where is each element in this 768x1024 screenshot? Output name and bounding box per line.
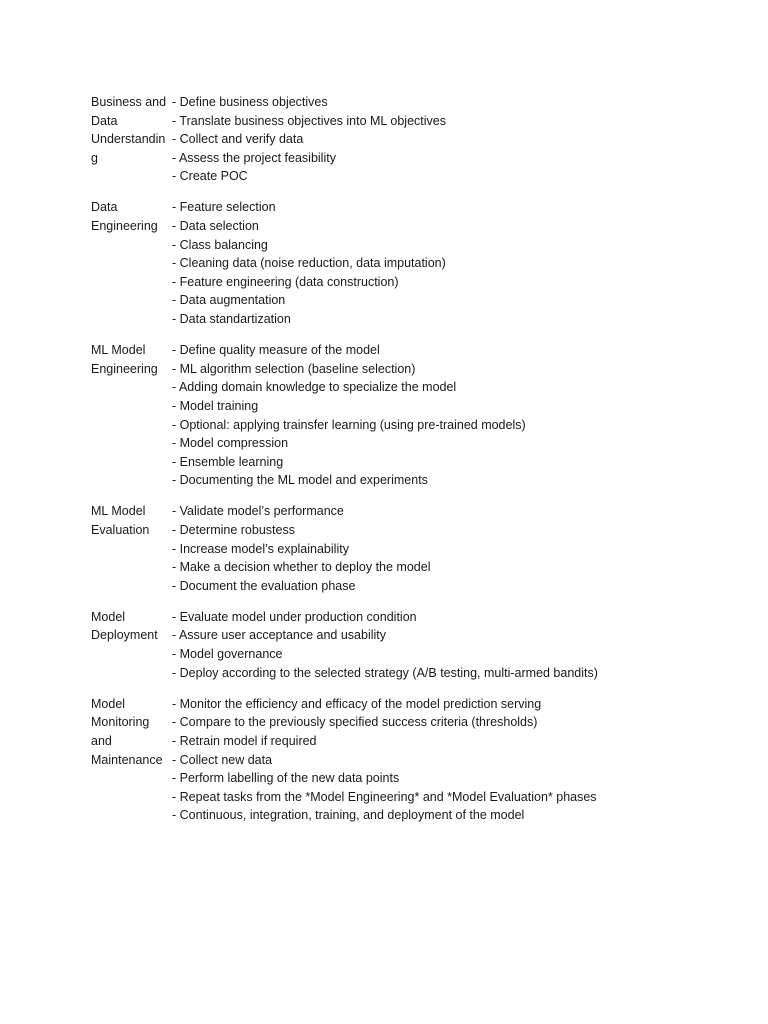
- task-item: - Retrain model if required: [172, 733, 317, 748]
- section-label-line: Evaluation: [91, 522, 150, 537]
- task-item: - Data standartization: [172, 312, 291, 327]
- task-list: [172, 341, 711, 490]
- task-list: [172, 93, 711, 186]
- task-item: - Class balancing: [172, 237, 268, 252]
- task-list: [172, 198, 711, 328]
- task-item: - Assure user acceptance and usability: [172, 628, 387, 643]
- section-label: [91, 93, 172, 167]
- task-item: - Increase model’s explainability: [172, 541, 349, 556]
- section-label-line: ML Model: [91, 504, 146, 519]
- task-item: - Optional: applying trainsfer learning (using pre-trained models): [172, 417, 526, 432]
- section-label-line: Maintenance: [91, 752, 163, 767]
- task-item: - Make a decision whether to deploy the model: [172, 560, 431, 575]
- section-label-line: Model: [91, 696, 126, 711]
- task-item: - Model governance: [172, 647, 283, 662]
- section-label: [91, 502, 172, 539]
- section-label-line: Monitoring: [91, 715, 150, 730]
- section-ml-model-engineering: [91, 341, 711, 490]
- task-item: - ML algorithm selection (baseline selection): [172, 361, 416, 376]
- section-label: [91, 695, 172, 769]
- section-model-monitoring-maintenance: [91, 695, 711, 825]
- task-item: - Data selection: [172, 219, 259, 234]
- section-label-line: Business and: [91, 95, 167, 109]
- task-item: - Collect new data: [172, 752, 273, 767]
- section-label-line: Data: [91, 200, 118, 215]
- task-item: - Model training: [172, 398, 259, 413]
- section-label-line: Deployment: [91, 628, 158, 643]
- section-label: [91, 198, 172, 235]
- task-item: - Evaluate model under production condition: [172, 609, 417, 624]
- section-label: [91, 341, 172, 378]
- task-item: - Feature engineering (data construction): [172, 274, 399, 289]
- task-item: - Model compression: [172, 436, 289, 451]
- task-item: - Deploy according to the selected strategy (A/B testing, multi-armed bandits): [172, 665, 598, 680]
- task-item: - Monitor the efficiency and efficacy of the model prediction serving: [172, 696, 542, 711]
- task-item: - Feature selection: [172, 200, 276, 215]
- task-item: - Translate business objectives into ML objectives: [172, 113, 446, 128]
- section-model-deployment: [91, 608, 711, 682]
- section-ml-model-evaluation: [91, 502, 711, 595]
- task-list: [172, 695, 711, 825]
- section-business-data-understanding: [91, 93, 711, 186]
- section-label-line: Model: [91, 609, 126, 624]
- task-item: - Determine robustess: [172, 522, 295, 537]
- task-item: - Validate model’s performance: [172, 504, 344, 519]
- task-item: - Repeat tasks from the *Model Engineering* and *Model Evaluation* phases: [172, 789, 597, 804]
- task-item: - Compare to the previously specified success criteria (thresholds): [172, 715, 538, 730]
- task-item: - Assess the project feasibility: [172, 150, 336, 165]
- section-label-line: and: [91, 733, 112, 748]
- task-list: [172, 502, 711, 595]
- section-label-line: g: [91, 150, 98, 165]
- ml-lifecycle-sections: [91, 93, 711, 837]
- section-label-line: ML Model: [91, 343, 146, 358]
- task-item: - Cleaning data (noise reduction, data imputation): [172, 256, 446, 271]
- task-item: - Define quality measure of the model: [172, 343, 380, 358]
- task-item: - Perform labelling of the new data points: [172, 771, 400, 786]
- task-list: [172, 608, 711, 682]
- task-item: - Create POC: [172, 169, 248, 184]
- task-item: - Data augmentation: [172, 293, 286, 308]
- task-item: - Ensemble learning: [172, 454, 284, 469]
- section-label-line: Data: [91, 113, 118, 128]
- section-label-line: Understandin: [91, 132, 166, 147]
- task-item: - Collect and verify data: [172, 132, 304, 147]
- task-item: - Adding domain knowledge to specialize the model: [172, 380, 457, 395]
- section-label-line: Engineering: [91, 219, 158, 234]
- section-label: [91, 608, 172, 645]
- section-data-engineering: [91, 198, 711, 328]
- section-label-line: Engineering: [91, 361, 158, 376]
- task-item: - Document the evaluation phase: [172, 578, 356, 593]
- task-item: - Define business objectives: [172, 95, 328, 109]
- task-item: - Continuous, integration, training, and deployment of the model: [172, 808, 525, 823]
- task-item: - Documenting the ML model and experiments: [172, 473, 428, 488]
